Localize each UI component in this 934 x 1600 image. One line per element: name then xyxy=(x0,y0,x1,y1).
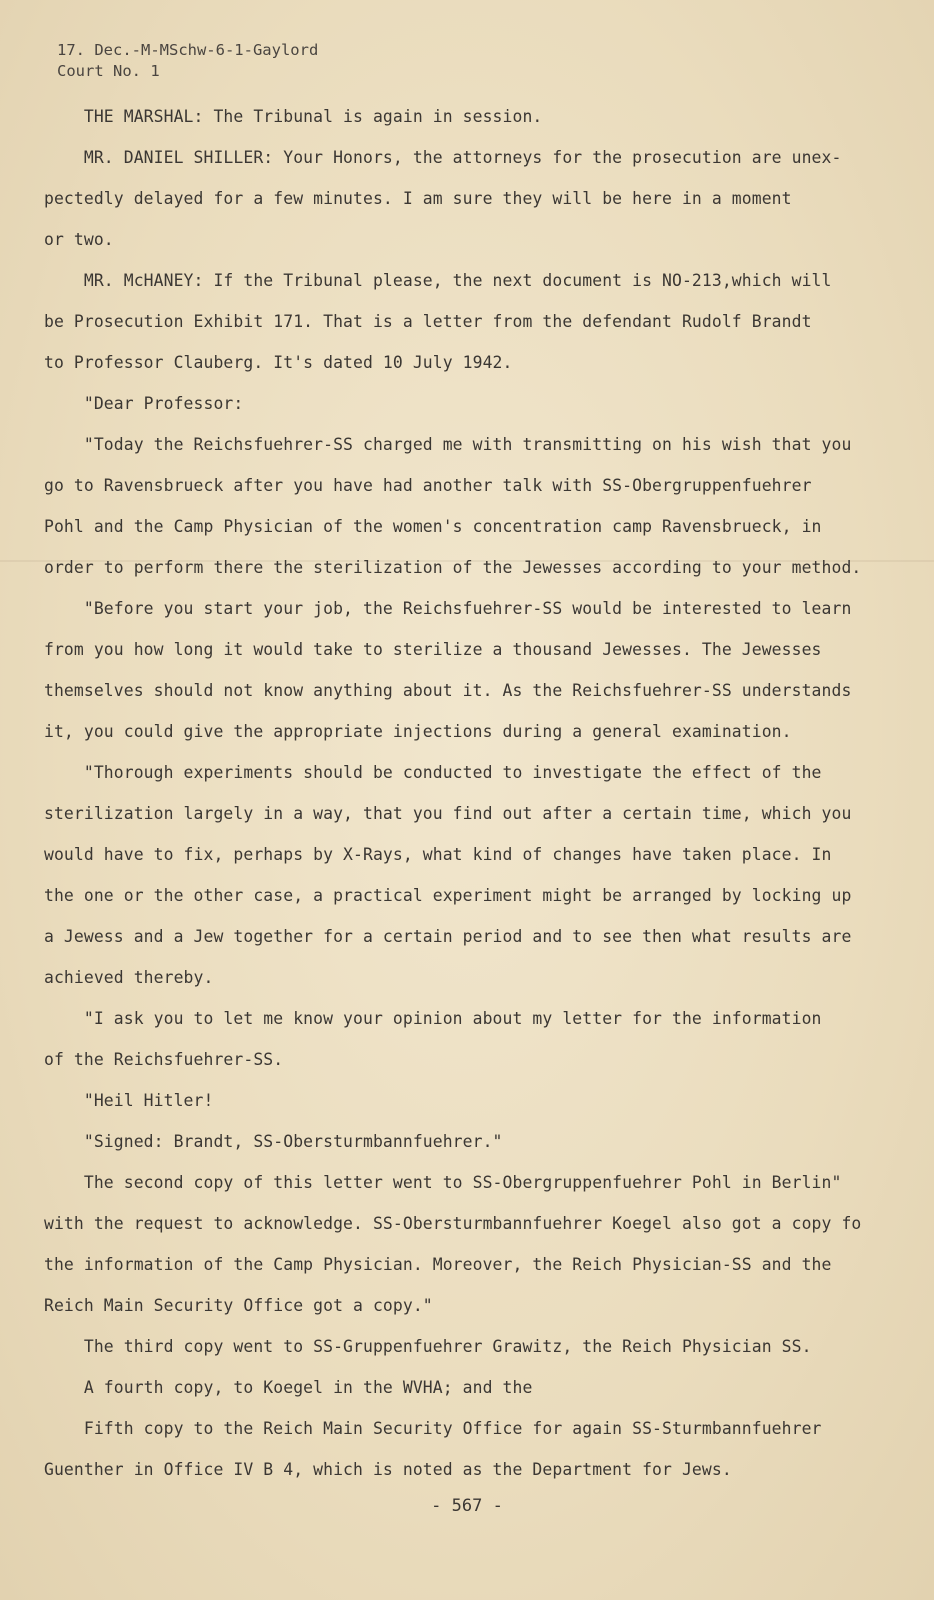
transcript-line: Fifth copy to the Reich Main Security Office for again SS-Sturmbannfuehrer xyxy=(44,1419,822,1438)
transcript-line: "Dear Professor: xyxy=(44,394,244,413)
transcript-line: "Heil Hitler! xyxy=(44,1091,214,1110)
document-header xyxy=(57,40,318,82)
transcript-line: from you how long it would take to sterilize a thousand Jewesses. The Jewesses xyxy=(44,640,822,659)
transcript-line: A fourth copy, to Koegel in the WVHA; and the xyxy=(44,1378,533,1397)
transcript-line: it, you could give the appropriate injections during a general examination. xyxy=(44,722,792,741)
transcript-line: sterilization largely in a way, that you find out after a certain time, which you xyxy=(44,804,852,823)
transcript-line: Guenther in Office IV B 4, which is noted as the Department for Jews. xyxy=(44,1460,732,1479)
transcript-line: order to perform there the sterilization of the Jewesses according to your method. xyxy=(44,558,862,577)
transcript-line: The third copy went to SS-Gruppenfuehrer Grawitz, the Reich Physician SS. xyxy=(44,1337,812,1356)
transcript-line: "I ask you to let me know your opinion about my letter for the information xyxy=(44,1009,822,1028)
transcript-line: themselves should not know anything about it. As the Reichsfuehrer-SS understands xyxy=(44,681,852,700)
transcript-line: MR. DANIEL SHILLER: Your Honors, the attorneys for the prosecution are unex- xyxy=(44,148,842,167)
transcript-line: a Jewess and a Jew together for a certain period and to see then what results are xyxy=(44,927,852,946)
transcript-line: the one or the other case, a practical experiment might be arranged by locking up xyxy=(44,886,852,905)
transcript-line: "Signed: Brandt, SS-Obersturmbannfuehrer." xyxy=(44,1132,503,1151)
transcript-line: Pohl and the Camp Physician of the women's concentration camp Ravensbrueck, in xyxy=(44,517,822,536)
transcript-line: the information of the Camp Physician. Moreover, the Reich Physician-SS and the xyxy=(44,1255,832,1274)
transcript-line: "Today the Reichsfuehrer-SS charged me with transmitting on his wish that you xyxy=(44,435,852,454)
transcript-line: achieved thereby. xyxy=(44,968,214,987)
page-number: - 567 - xyxy=(431,1496,503,1516)
header-line-1: 17. Dec.-M-MSchw-6-1-Gaylord xyxy=(57,41,319,59)
transcript-body xyxy=(44,96,894,1490)
transcript-line: go to Ravensbrueck after you have had another talk with SS-Obergruppenfuehrer xyxy=(44,476,812,495)
transcript-line: Reich Main Security Office got a copy." xyxy=(44,1296,433,1315)
transcript-line: MR. McHANEY: If the Tribunal please, the next document is NO-213,which will xyxy=(44,271,832,290)
header-line-2: Court No. 1 xyxy=(57,62,160,80)
transcript-line: "Thorough experiments should be conducted to investigate the effect of the xyxy=(44,763,822,782)
transcript-line: be Prosecution Exhibit 171. That is a letter from the defendant Rudolf Brandt xyxy=(44,312,812,331)
transcript-line: THE MARSHAL: The Tribunal is again in session. xyxy=(44,107,543,126)
transcript-line: or two. xyxy=(44,230,114,249)
transcript-line: pectedly delayed for a few minutes. I am sure they will be here in a moment xyxy=(44,189,792,208)
transcript-line: of the Reichsfuehrer-SS. xyxy=(44,1050,284,1069)
transcript-line: The second copy of this letter went to SS-Obergruppenfuehrer Pohl in Berlin" xyxy=(44,1173,842,1192)
transcript-line: would have to fix, perhaps by X-Rays, what kind of changes have taken place. In xyxy=(44,845,832,864)
transcript-line: with the request to acknowledge. SS-Obersturmbannfuehrer Koegel also got a copy fo xyxy=(44,1214,862,1233)
transcript-line: to Professor Clauberg. It's dated 10 July 1942. xyxy=(44,353,513,372)
transcript-line: "Before you start your job, the Reichsfuehrer-SS would be interested to learn xyxy=(44,599,852,618)
